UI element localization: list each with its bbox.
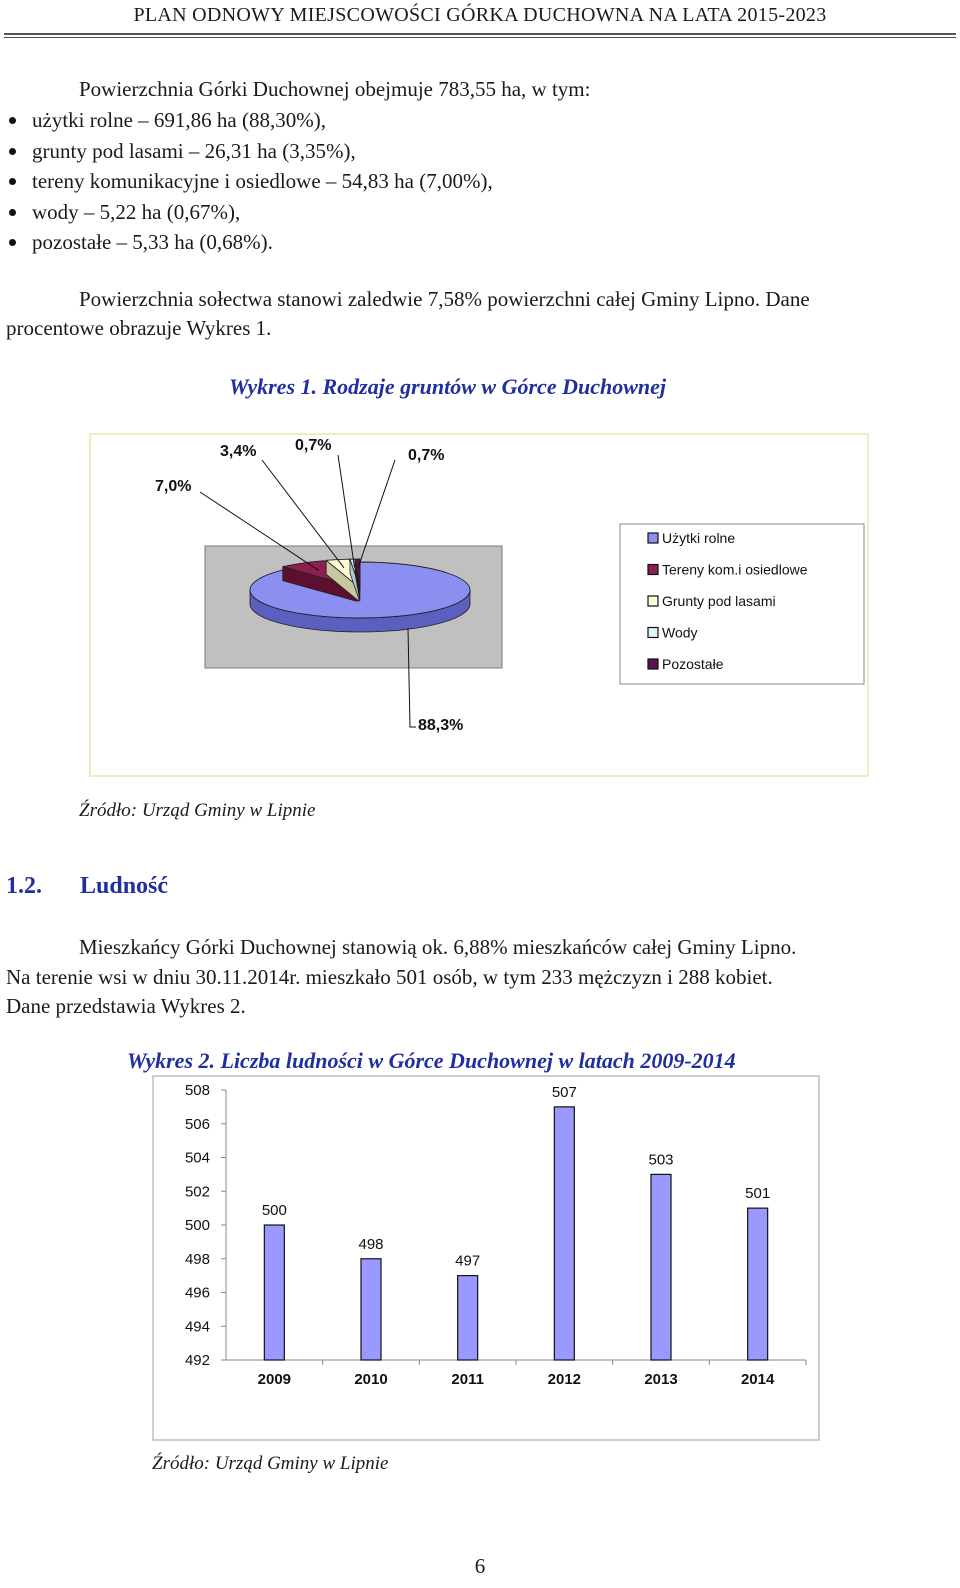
legend-label: Wody	[662, 624, 698, 641]
bar-value-label: 498	[358, 1235, 384, 1253]
section-heading	[6, 873, 168, 900]
y-tick-label: 496	[184, 1284, 210, 1302]
page-number: 6	[474, 1554, 486, 1578]
y-tick-label: 508	[184, 1082, 210, 1099]
bar-chart	[0, 1070, 960, 1450]
bar-value-label: 501	[745, 1185, 771, 1203]
bar-value-label: 507	[551, 1083, 577, 1101]
legend-swatch	[648, 659, 658, 669]
population-line2: Na terenie wsi w dniu 30.11.2014r. mieszkało 501 osób, w tym 233 mężczyzn i 288 kobiet.	[6, 965, 773, 989]
chart1-source: Źródło: Urząd Gminy w Lipnie	[79, 800, 316, 821]
page-header: PLAN ODNOWY MIEJSCOWOŚCI GÓRKA DUCHOWNA NA LATA 2015-2023	[133, 4, 827, 26]
pie-value-label: 0,7%	[295, 437, 332, 454]
x-tick-label: 2011	[451, 1371, 484, 1388]
pie-value-label: 0,7%	[408, 447, 445, 464]
area-lead: Powierzchnia Górki Duchownej obejmuje 783,55 ha, w tym:	[79, 77, 591, 101]
pie-slices	[250, 559, 470, 632]
bar	[458, 1276, 478, 1360]
bar	[748, 1208, 768, 1360]
y-tick-label: 506	[184, 1115, 210, 1133]
bar	[264, 1225, 284, 1360]
y-tick-label: 502	[184, 1183, 210, 1201]
bar	[554, 1107, 574, 1360]
population-line1: Mieszkańcy Górki Duchownej stanowią ok. 6,88% mieszkańców całej Gminy Lipno.	[79, 935, 797, 959]
y-tick-label: 492	[184, 1352, 210, 1369]
x-tick-label: 2012	[547, 1371, 582, 1388]
list-item-text: użytki rolne – 691,86 ha (88,30%),	[32, 108, 326, 132]
legend-swatch	[648, 628, 658, 638]
x-tick-label: 2013	[644, 1371, 678, 1388]
chart2-frame	[153, 1076, 819, 1440]
area-para-line2: procentowe obrazuje Wykres 1.	[6, 316, 272, 340]
legend-swatch	[648, 533, 658, 543]
pie-value-label: 7,0%	[155, 478, 192, 495]
chart1-caption: Wykres 1. Rodzaje gruntów w Górce Duchownej	[229, 374, 666, 399]
legend-label: Użytki rolne	[662, 530, 736, 546]
x-tick-label: 2009	[257, 1371, 292, 1388]
pie-value-label: 88,3%	[418, 717, 464, 734]
area-para-line1: Powierzchnia sołectwa stanowi zaledwie 7,58% powierzchni całej Gminy Lipno. Dane	[79, 287, 810, 311]
bar-value-label: 503	[648, 1151, 674, 1169]
legend-label: Grunty pod lasami	[662, 593, 776, 609]
bar-value-label: 497	[455, 1252, 481, 1270]
list-item-text: tereny komunikacyjne i osiedlowe – 54,83 ha (7,00%),	[32, 169, 493, 193]
section-number: 1.2.	[6, 873, 42, 899]
chart2-source: Źródło: Urząd Gminy w Lipnie	[152, 1453, 389, 1474]
legend-label: Pozostałe	[662, 656, 724, 672]
list-item-text: wody – 5,22 ha (0,67%),	[32, 199, 241, 224]
y-tick-label: 504	[184, 1149, 210, 1167]
y-tick-label: 494	[184, 1318, 210, 1336]
pie-value-label: 3,4%	[220, 443, 257, 460]
legend-swatch	[648, 565, 658, 575]
list-item-text: grunty pod lasami – 26,31 ha (3,35%),	[32, 138, 356, 163]
legend-label: Tereny kom.i osiedlowe	[662, 561, 808, 578]
y-tick-label: 500	[184, 1217, 210, 1234]
x-tick-label: 2010	[354, 1371, 388, 1388]
legend-swatch	[648, 596, 658, 606]
list-item-text: pozostałe – 5,33 ha (0,68%).	[32, 230, 273, 254]
bar	[651, 1174, 671, 1360]
bar-value-label: 500	[261, 1202, 287, 1219]
bar	[361, 1259, 381, 1360]
x-tick-label: 2014	[740, 1371, 775, 1388]
chart2-caption: Wykres 2. Liczba ludności w Górce Duchownej w latach 2009-2014	[127, 1048, 736, 1073]
population-line3: Dane przedstawia Wykres 2.	[6, 994, 246, 1018]
section-title: Ludność	[80, 873, 169, 899]
y-tick-label: 498	[184, 1250, 210, 1268]
